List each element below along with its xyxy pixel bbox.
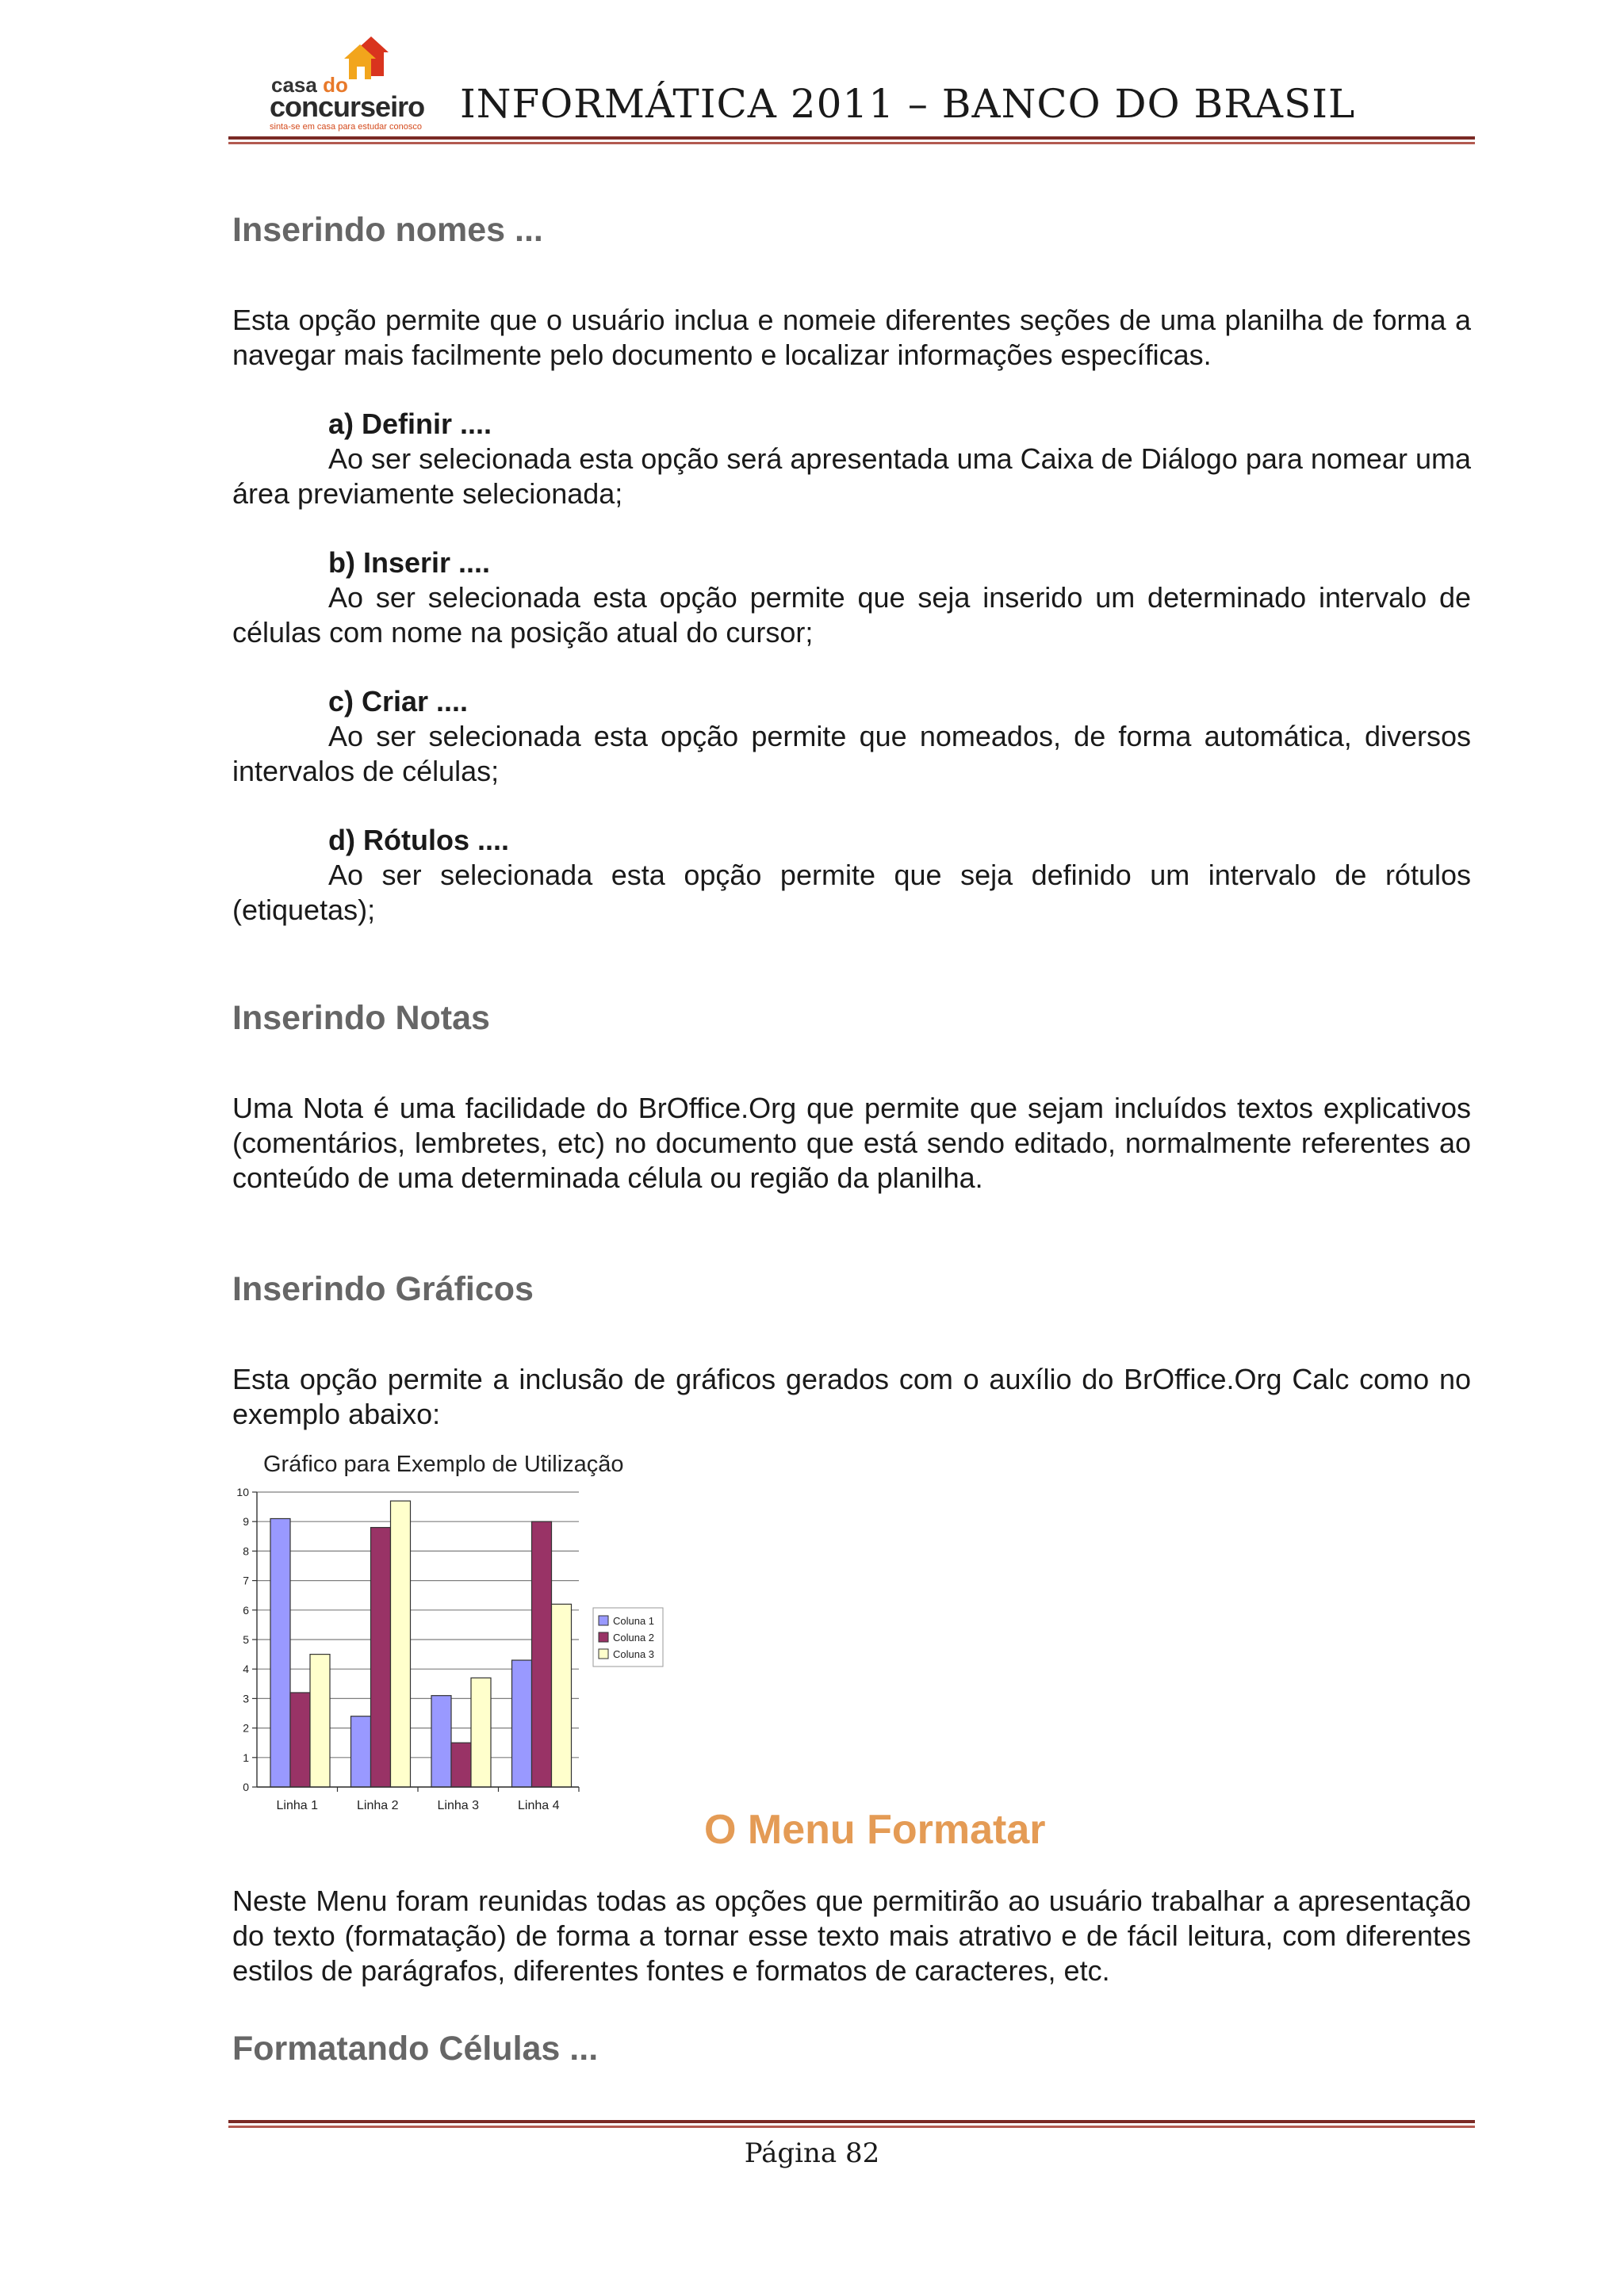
chart-legend-label: Coluna 2: [613, 1632, 655, 1644]
heading-formatando-celulas: Formatando Células ...: [232, 2030, 599, 2068]
chart-y-tick-label: 1: [243, 1751, 249, 1764]
chart-y-tick-label: 10: [236, 1486, 249, 1498]
chart-bar: [310, 1655, 330, 1787]
logo-tagline: sinta-se em casa para estudar conosco: [270, 122, 422, 132]
logo-line-2: concurseiro: [270, 90, 425, 123]
chart-legend-label: Coluna 3: [613, 1648, 655, 1660]
logo-line-1: casa do: [271, 73, 348, 97]
chart-bar: [391, 1501, 411, 1787]
item-text-inserir: Ao ser selecionada esta opção permite que seja inserido um determinado intervalo de células com nome na posição atual do cursor;: [232, 581, 1471, 649]
chart-category-label: Linha 3: [437, 1799, 479, 1812]
chart-y-tick-label: 8: [243, 1544, 249, 1558]
example-bar-chart: [230, 1445, 690, 1820]
chart-category-label: Linha 1: [276, 1799, 318, 1812]
footer-rule: [228, 2120, 1475, 2128]
chart-bar: [351, 1716, 371, 1787]
heading-inserindo-graficos: Inserindo Gráficos: [232, 1270, 534, 1308]
header-rule: [228, 136, 1475, 144]
item-text-definir: Ao ser selecionada esta opção será apresentada uma Caixa de Diálogo para nomear uma área previamente selecionada;: [232, 442, 1471, 510]
chart-category-label: Linha 2: [357, 1799, 399, 1812]
casa-do-concurseiro-logo: [268, 35, 425, 132]
item-text-rotulos: Ao ser selecionada esta opção permite que seja definido um intervalo de rótulos (etiquetas);: [232, 859, 1471, 926]
chart-legend-swatch: [599, 1649, 608, 1659]
chart-bar: [290, 1693, 310, 1787]
header-title: INFORMÁTICA 2011 – BANCO DO BRASIL: [460, 81, 1356, 127]
chart-bar: [512, 1660, 532, 1787]
chart-bar: [371, 1528, 391, 1787]
chart-y-tick-label: 2: [243, 1721, 249, 1735]
item-title-inserir: b) Inserir ....: [328, 546, 491, 579]
item-text-criar: Ao ser selecionada esta opção permite que nomeados, de forma automática, diversos intervalos de células;: [232, 720, 1471, 787]
chart-title: Gráfico para Exemplo de Utilização: [263, 1452, 624, 1477]
item-title-definir: a) Definir ....: [328, 408, 492, 440]
notas-text: Uma Nota é uma facilidade do BrOffice.Org que permite que sejam incluídos textos explicativos (comentários, lembretes, etc) no documento que está sendo editado, normalmente referentes ao conteúdo de uma determinada célula ou região da planilha.: [232, 1092, 1471, 1194]
chart-y-tick-label: 3: [243, 1692, 249, 1705]
chart-y-tick-label: 5: [243, 1633, 249, 1646]
chart-bar: [471, 1678, 491, 1787]
heading-inserindo-nomes: Inserindo nomes ...: [232, 211, 543, 249]
chart-legend-label: Coluna 1: [613, 1615, 655, 1627]
graficos-text: Esta opção permite a inclusão de gráficos gerados com o auxílio do BrOffice.Org Calc como no exemplo abaixo:: [232, 1363, 1471, 1430]
chart-y-tick-label: 0: [243, 1781, 249, 1793]
chart-category-label: Linha 4: [518, 1799, 560, 1812]
page-number: Página 82: [744, 2137, 880, 2169]
chart-y-tick-label: 7: [243, 1574, 249, 1587]
chart-y-tick-label: 4: [243, 1663, 249, 1676]
item-title-rotulos: d) Rótulos ....: [328, 824, 509, 856]
chart-bar: [532, 1521, 552, 1787]
menu-formatar-text: Neste Menu foram reunidas todas as opções que permitirão ao usuário trabalhar a apresentação do texto (formatação) de forma a tornar esse texto mais atrativo e de fácil leitura, com diferentes estilos de parágrafos, diferentes fontes e formatos de caracteres, etc.: [232, 1885, 1471, 1987]
chart-bar: [270, 1518, 290, 1787]
chart-legend-swatch: [599, 1632, 608, 1642]
nomes-intro: Esta opção permite que o usuário inclua e nomeie diferentes seções de uma planilha de forma a navegar mais facilmente pelo documento e localizar informações específicas.: [232, 304, 1471, 371]
chart-y-tick-label: 9: [243, 1515, 249, 1529]
heading-inserindo-notas: Inserindo Notas: [232, 999, 490, 1037]
chart-bar: [431, 1696, 451, 1787]
item-title-criar: c) Criar ....: [328, 685, 469, 718]
chart-bar: [451, 1743, 471, 1787]
chart-legend-swatch: [599, 1616, 608, 1625]
section-title-menu-formatar: O Menu Formatar: [704, 1807, 1046, 1853]
chart-y-tick-label: 6: [243, 1603, 249, 1617]
chart-bar: [552, 1604, 572, 1787]
